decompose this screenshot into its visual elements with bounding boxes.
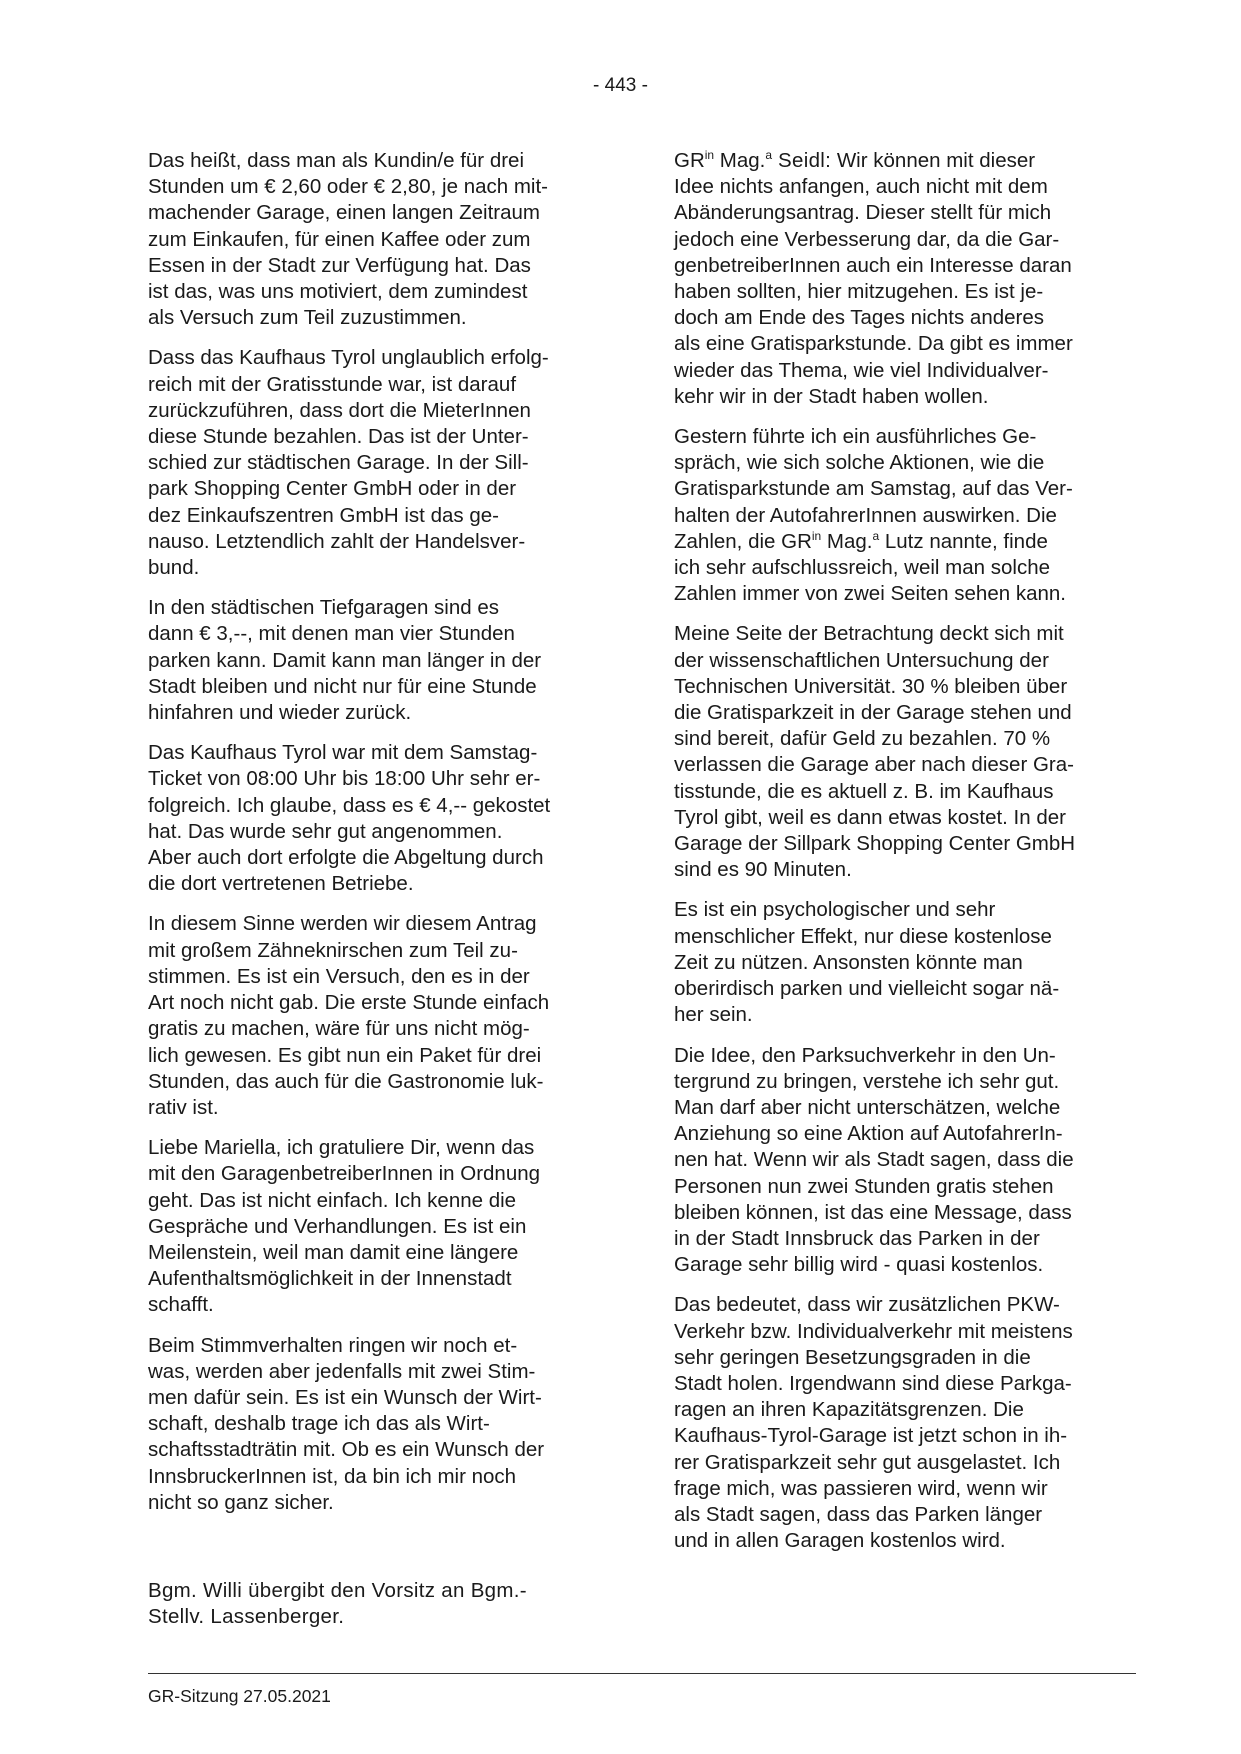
title-sup: in xyxy=(811,529,822,544)
paragraph: Beim Stimmverhalten ringen wir noch et- was, werden aber jedenfalls mit zwei Stim- men dafür sein. Es ist ein Wunsch der Wirt- schaft, deshalb trage ich das als Wirt- schaftsstadträtin mit. Ob es ein Wunsch der InnsbruckerInnen ist, da bin ich mir noch nicht so ganz sicher. xyxy=(148,1333,545,1514)
footer-session-date: GR-Sitzung 27.05.2021 xyxy=(148,1686,331,1706)
speaker-paragraph xyxy=(674,148,1136,410)
speaker-title-sup2: a xyxy=(765,148,773,163)
paragraph: In diesem Sinne werden wir diesem Antrag mit großem Zähneknirschen zum Teil zu- stimmen. Es ist ein Versuch, den es in der Art noch nicht gab. Die erste Stunde einfach gratis zu machen, wäre für uns nicht mög- lich gewesen. Es gibt nun ein Paket für drei Stunden, das auch für die Gastronomie luk- rativ ist. xyxy=(148,912,550,1119)
speaker-name: Seidl: xyxy=(772,149,832,172)
paragraph: Liebe Mariella, ich gratuliere Dir, wenn das mit den GaragenbetreiberInnen in Ordnung geht. Das ist nicht einfach. Ich kenne die Gespräche und Verhandlungen. Es ist ein Meilenstein, weil man damit eine längere Aufenthaltsmöglichkeit in der Innenstadt schafft. xyxy=(148,1136,541,1317)
page-number: - 443 - xyxy=(593,75,648,96)
speaker-title-sup: in xyxy=(704,148,715,163)
speaker-title-mid: Mag. xyxy=(714,149,766,172)
footer-divider xyxy=(148,1673,1136,1674)
paragraph-text: Mag. xyxy=(821,529,873,553)
right-column xyxy=(674,148,1136,1568)
paragraph-text: Gestern führte ich ein ausführliches Ge- spräch, wie sich solche Aktionen, wie die Gratisparkstunde am Samstag, auf das Ver- halten der AutofahrerInnen auswirken. Die Zahlen, die GR xyxy=(674,425,1073,553)
paragraph: Dass das Kaufhaus Tyrol unglaublich erfolg- reich mit der Gratisstunde war, ist darauf zurückzuführen, dass dort die MieterInnen diese Stunde bezahlen. Das ist der Unter- schied zur städtischen Garage. In der Sill- park Shopping Center GmbH oder in der dez Einkaufszentren GmbH ist das ge- nauso. Letztendlich zahlt der Handelsver- bund. xyxy=(148,346,549,580)
paragraph: In den städtischen Tiefgaragen sind es dann € 3,--, mit denen man vier Stunden parken kann. Damit kann man länger in der Stadt bleiben und nicht nur für eine Stunde hinfahren und wieder zurück. xyxy=(148,596,542,725)
paragraph xyxy=(674,424,1136,607)
paragraph: Die Idee, den Parksuchverkehr in den Un- tergrund zu bringen, verstehe ich sehr gut. Man darf aber nicht unterschätzen, welche Anziehung so eine Aktion auf AutofahrerIn- nen hat. Wenn wir als Stadt sagen, dass die Personen nun zwei Stunden gratis stehen bleiben können, ist das eine Message, dass in der Stadt Innsbruck das Parken in der Garage sehr billig wird - quasi kostenlos. xyxy=(674,1043,1074,1277)
paragraph: Das bedeutet, dass wir zusätzlichen PKW- Verkehr bzw. Individualverkehr mit meistens sehr geringen Besetzungsgraden in die Stadt holen. Irgendwann sind diese Parkga- ragen an ihren Kapazitätsgrenzen. Die Kaufhaus-Tyrol-Garage ist jetzt schon in ih- rer Gratisparkzeit sehr gut ausgelastet. Ich frage mich, was passieren wird, wenn wir als Stadt sagen, dass das Parken länger und in allen Garagen kostenlos wird. xyxy=(674,1293,1073,1553)
speaker-title: GR xyxy=(674,149,705,172)
paragraph: Meine Seite der Betrachtung deckt sich mit der wissenschaftlichen Untersuchung der Technischen Universität. 30 % bleiben über die Gratisparkzeit in der Garage stehen und sind bereit, dafür Geld zu bezahlen. 70 % verlassen die Garage aber nach dieser Gra- tisstunde, die es aktuell z. B. im Kaufhaus Tyrol gibt, weil es dann etwas kostet. In der Garage der Sillpark Shopping Center GmbH sind es 90 Minuten. xyxy=(674,622,1076,882)
paragraph: Es ist ein psychologischer und sehr menschlicher Effekt, nur diese kostenlose Zeit zu nützen. Ansonsten könnte man oberirdisch parken und vielleicht sogar nä- her sein. xyxy=(674,898,1060,1027)
left-column xyxy=(148,148,610,1530)
paragraph: Das Kaufhaus Tyrol war mit dem Samstag- Ticket von 08:00 Uhr bis 18:00 Uhr sehr er- folgreich. Ich glaube, dass es € 4,-- gekostet hat. Das wurde sehr gut angenommen. Aber auch dort erfolgte die Abgeltung durch die dort vertretenen Betriebe. xyxy=(148,741,551,896)
title-sup: a xyxy=(872,529,880,544)
paragraph-text: Lutz nannte, finde ich sehr aufschlussreich, weil man solche Zahlen immer von zwei Seiten sehen kann. xyxy=(674,529,1066,606)
paragraph: Das heißt, dass man als Kundin/e für drei Stunden um € 2,60 oder € 2,80, je nach mit- machender Garage, einen langen Zeitraum zum Einkaufen, für einen Kaffee oder zum Essen in der Stadt zur Verfügung hat. Das ist das, was uns motiviert, dem zumindest als Versuch zum Teil zuzustimmen. xyxy=(148,149,549,330)
chair-note: Bgm. Willi übergibt den Vorsitz an Bgm.- Stellv. Lassenberger. xyxy=(148,1579,527,1629)
speaker-text: Wir können mit dieser Idee nichts anfangen, auch nicht mit dem Abänderungsantrag. Dieser stellt für mich jedoch eine Verbesserung dar, da die Gar- genbetreiberInnen auch ein Interesse daran haben sollten, hier mitzugehen. Es ist je- doch am Ende des Tages nichts anderes als eine Gratisparkstunde. Da gibt es immer wieder das Thema, wie viel Individualver- kehr wir in der Stadt haben wollen. xyxy=(674,149,1073,408)
